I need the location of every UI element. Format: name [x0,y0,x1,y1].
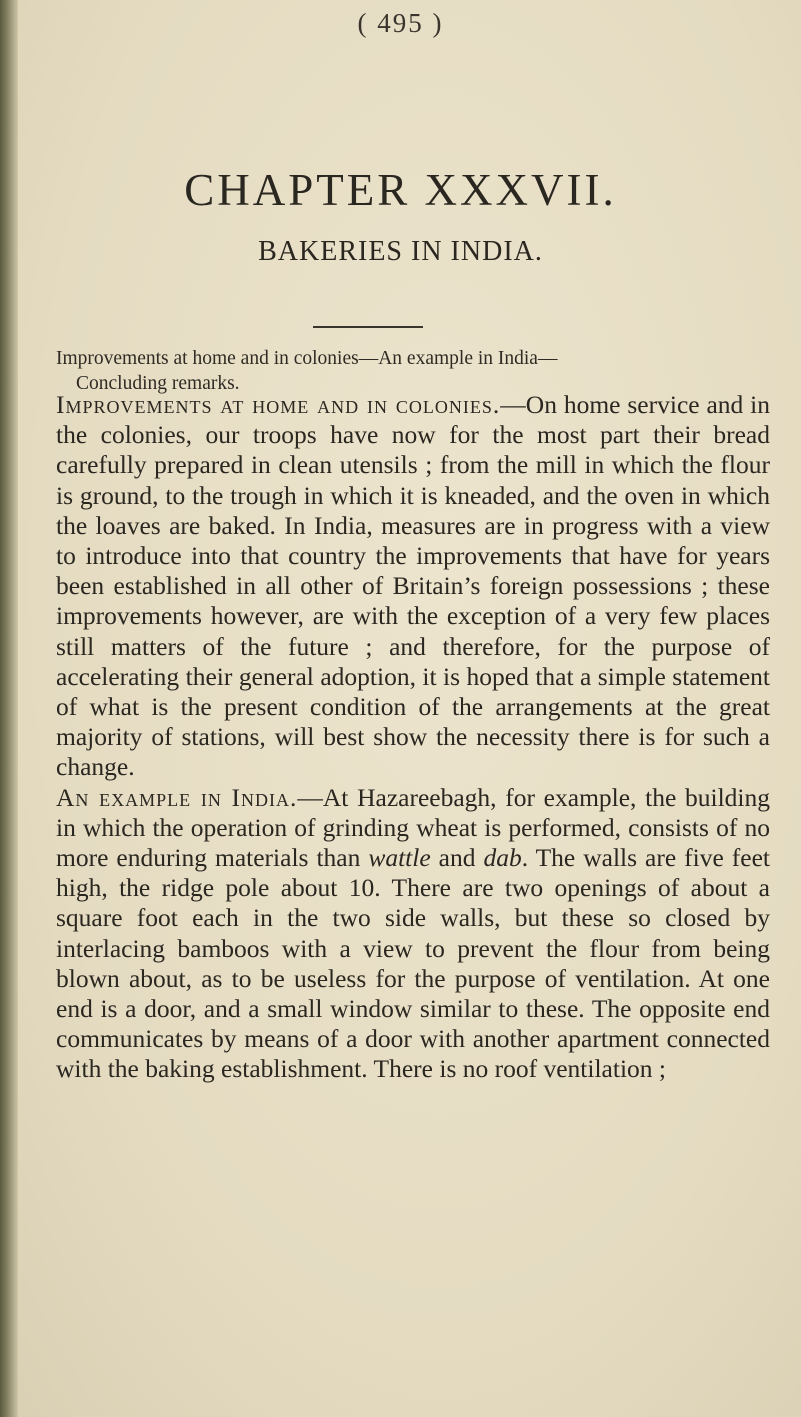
synopsis-line-1: Improvements at home and in colonies—An example in India— [56,348,558,369]
italic-term: wattle [368,843,431,873]
heading-dash: — [500,390,526,419]
paragraph-text: At Hazareebagh, for example, the building in which the operation of grinding wheat is performed, consists of no more enduring materials than [56,782,770,873]
paragraph-text: On home service and in the colonies, our troops have now for the most part their bread carefully prepared in clean utensils ; from the mill in which the flour is ground, to the trough in which it is kneaded, and the oven in which the loaves are baked. In India, measures are in progress with a view to introduce into that country the improvements that have for years been established in all other of Britain’s foreign possessions ; these improvements however, are with the exception of a very few places still matters of the future ; and therefore, for the purpose of accelerating their general adoption, it is hoped that a simple statement of what is the present condition of the arrangements at the great majority of stations, will best show the necessity there is for such a change. [56,390,770,782]
divider-rule [313,326,423,328]
chapter-synopsis [56,346,756,396]
paragraph-text: . The walls are five feet high, the ridge pole about 10. There are two openings of about a square foot each in the two side walls, but these so closed by interlacing bamboos with a view to prevent the flour from being blown about, as to be useless for the purpose of ventilation. At one end is a door, and a small window similar to these. The opposite end communicates by means of a door with another apartment connected with the baking establishment. There is no roof ventilation ; [56,843,770,1084]
paragraph-heading: An example in India. [56,782,298,812]
page-number: ( 495 ) [357,8,444,38]
chapter-subtitle: BAKERIES IN INDIA. [258,236,543,267]
body-text [56,390,770,1085]
paragraph-heading: Improvements at home and in colonies. [56,390,501,419]
paragraph-improvements [56,390,770,783]
italic-term: dab [483,843,522,873]
paragraph-text: and [430,843,484,873]
synopsis-line-2: Concluding remarks. [76,373,240,394]
paragraph-example-india [56,783,770,1085]
heading-dash: — [297,782,323,812]
chapter-title: CHAPTER XXXVII. [184,165,617,215]
